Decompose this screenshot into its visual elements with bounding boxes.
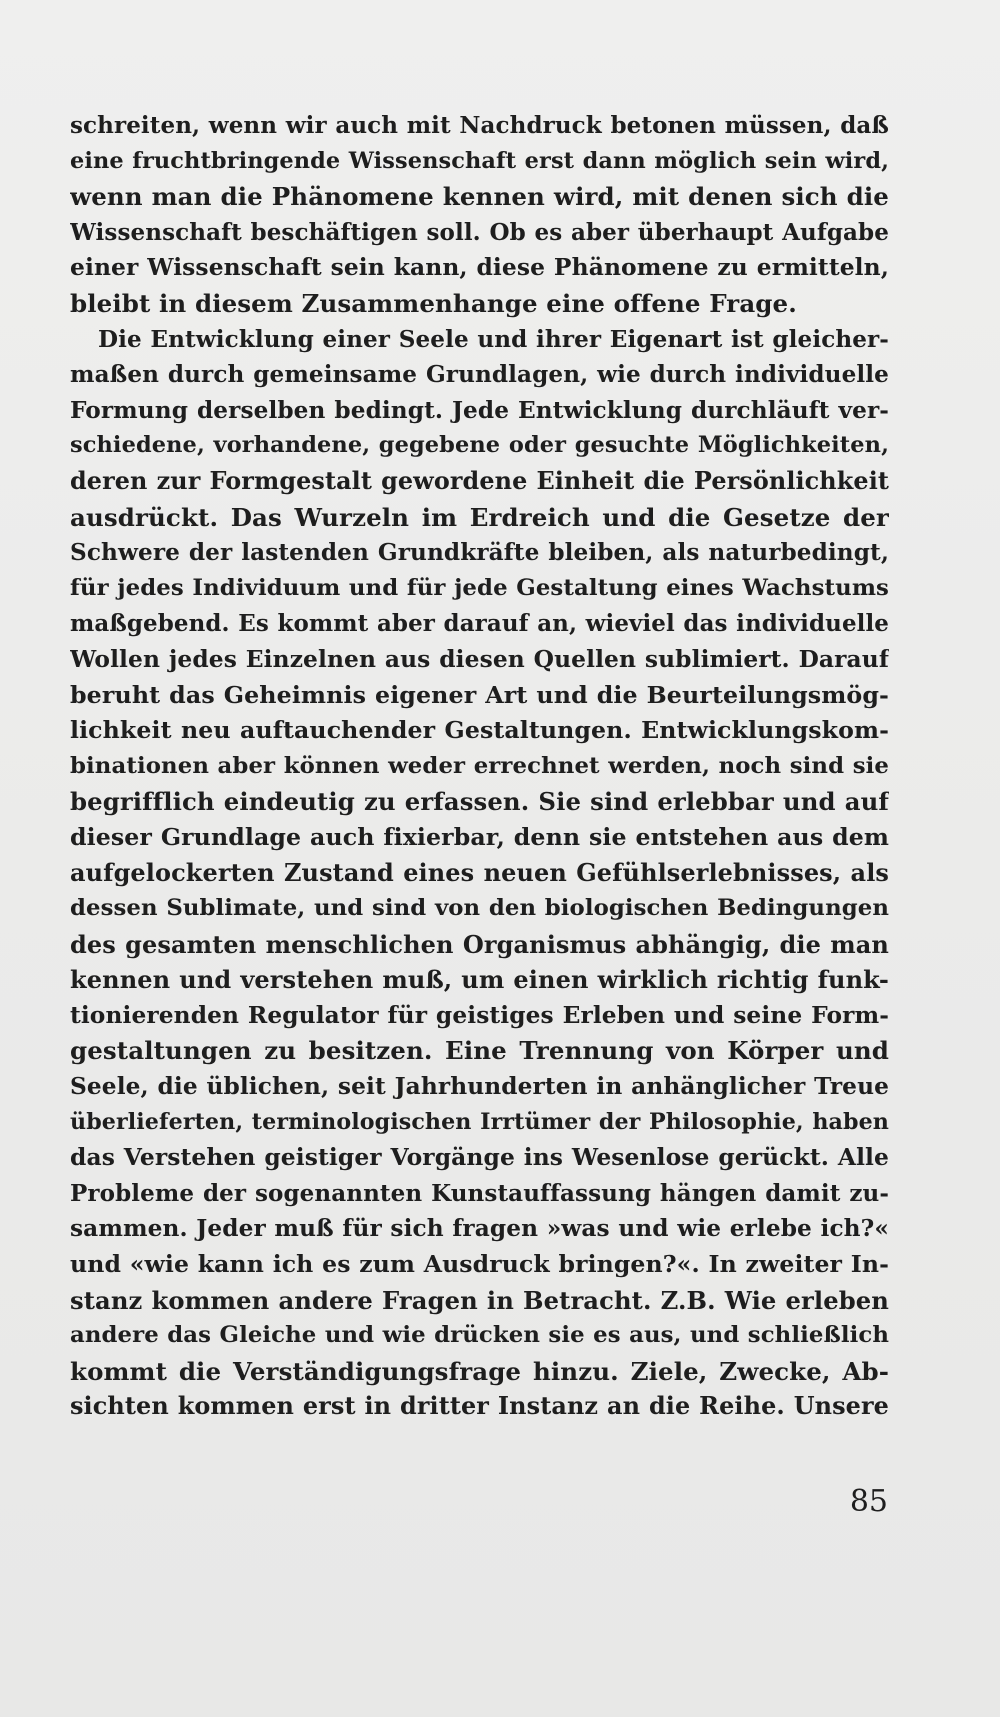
text-line: andere das Gleiche und wie drücken sie es aus, und schließlich (70, 1322, 889, 1349)
text-line: kommt die Verständigungsfrage hinzu. Ziele, Zwecke, Ab- (70, 1356, 889, 1386)
text-line: dieser Grundlage auch fixierbar, denn sie entstehen aus dem (70, 822, 889, 851)
text-line: wenn man die Phänomene kennen wird, mit denen sich die (70, 182, 889, 212)
text-line: dessen Sublimate, und sind von den biologischen Bedingungen (70, 895, 889, 922)
text-line: begrifflich eindeutig zu erfassen. Sie sind erlebbar und auf (70, 787, 889, 817)
text-line: eine fruchtbringende Wissenschaft erst dann möglich sein wird, (70, 147, 889, 174)
text-line: tionierenden Regulator für geistiges Erleben und seine Form- (70, 1001, 889, 1029)
text-line: das Verstehen geistiger Vorgänge ins Wesenlose gerückt. Alle (70, 1143, 889, 1172)
text-line: kennen und verstehen muß, um einen wirklich richtig funk- (70, 965, 889, 995)
text-line: schiedene, vorhandene, gegebene oder gesuchte Möglichkeiten, (70, 432, 889, 459)
text-line: Die Entwicklung einer Seele und ihrer Eigenart ist gleicher- (98, 325, 889, 353)
text-line: sammen. Jeder muß für sich fragen »was und wie erlebe ich?« (70, 1215, 889, 1243)
text-line: schreiten, wenn wir auch mit Nachdruck betonen müssen, daß (70, 112, 889, 139)
page-number: 85 (849, 1484, 888, 1519)
text-line: und «wie kann ich es zum Ausdruck bringen?«. In zweiter In- (70, 1250, 889, 1278)
text-line: binationen aber können weder errechnet werden, noch sind sie (70, 752, 889, 779)
text-line: des gesamten menschlichen Organismus abhängig, die man (70, 929, 889, 959)
text-line: bleibt in diesem Zusammenhange eine offene Frage. (70, 288, 797, 318)
text-line: maßgebend. Es kommt aber darauf an, wieviel das individuelle (70, 610, 889, 638)
text-line: überlieferten, terminologischen Irrtümer der Philosophie, haben (70, 1108, 889, 1135)
text-line: Probleme der sogenannten Kunstauffassung hängen damit zu- (70, 1179, 889, 1207)
text-line: Wissenschaft beschäftigen soll. Ob es aber überhaupt Aufgabe (70, 218, 889, 246)
text-line: stanz kommen andere Fragen in Betracht. Z.B. Wie erleben (70, 1285, 889, 1315)
text-line: maßen durch gemeinsame Grundlagen, wie durch individuelle (70, 361, 889, 389)
text-line: sichten kommen erst in dritter Instanz an die Reihe. Unsere (70, 1392, 889, 1421)
text-line: beruht das Geheimnis eigener Art und die Beurteilungsmög- (70, 680, 889, 709)
text-line: aufgelockerten Zustand eines neuen Gefühlserlebnisses, als (70, 858, 889, 888)
body-text (70, 108, 889, 1425)
text-line: einer Wissenschaft sein kann, diese Phänomene zu ermitteln, (70, 253, 889, 282)
text-line: deren zur Formgestalt gewordene Einheit die Persönlichkeit (70, 466, 889, 495)
text-line: gestaltungen zu besitzen. Eine Trennung von Körper und (70, 1036, 889, 1066)
text-line: lichkeit neu auftauchender Gestaltungen. Entwicklungskom- (70, 716, 889, 745)
text-line: Formung derselben bedingt. Jede Entwicklung durchläuft ver- (70, 396, 889, 424)
text-line: Wollen jedes Einzelnen aus diesen Quellen sublimiert. Darauf (70, 644, 889, 673)
text-line: Schwere der lastenden Grundkräfte bleiben, als naturbedingt, (70, 539, 889, 567)
text-line: Seele, die üblichen, seit Jahrhunderten in anhänglicher Treue (70, 1073, 889, 1101)
text-line: ausdrückt. Das Wurzeln im Erdreich und die Gesetze der (70, 502, 889, 532)
text-line: für jedes Individuum und für jede Gestaltung eines Wachstums (70, 574, 889, 601)
